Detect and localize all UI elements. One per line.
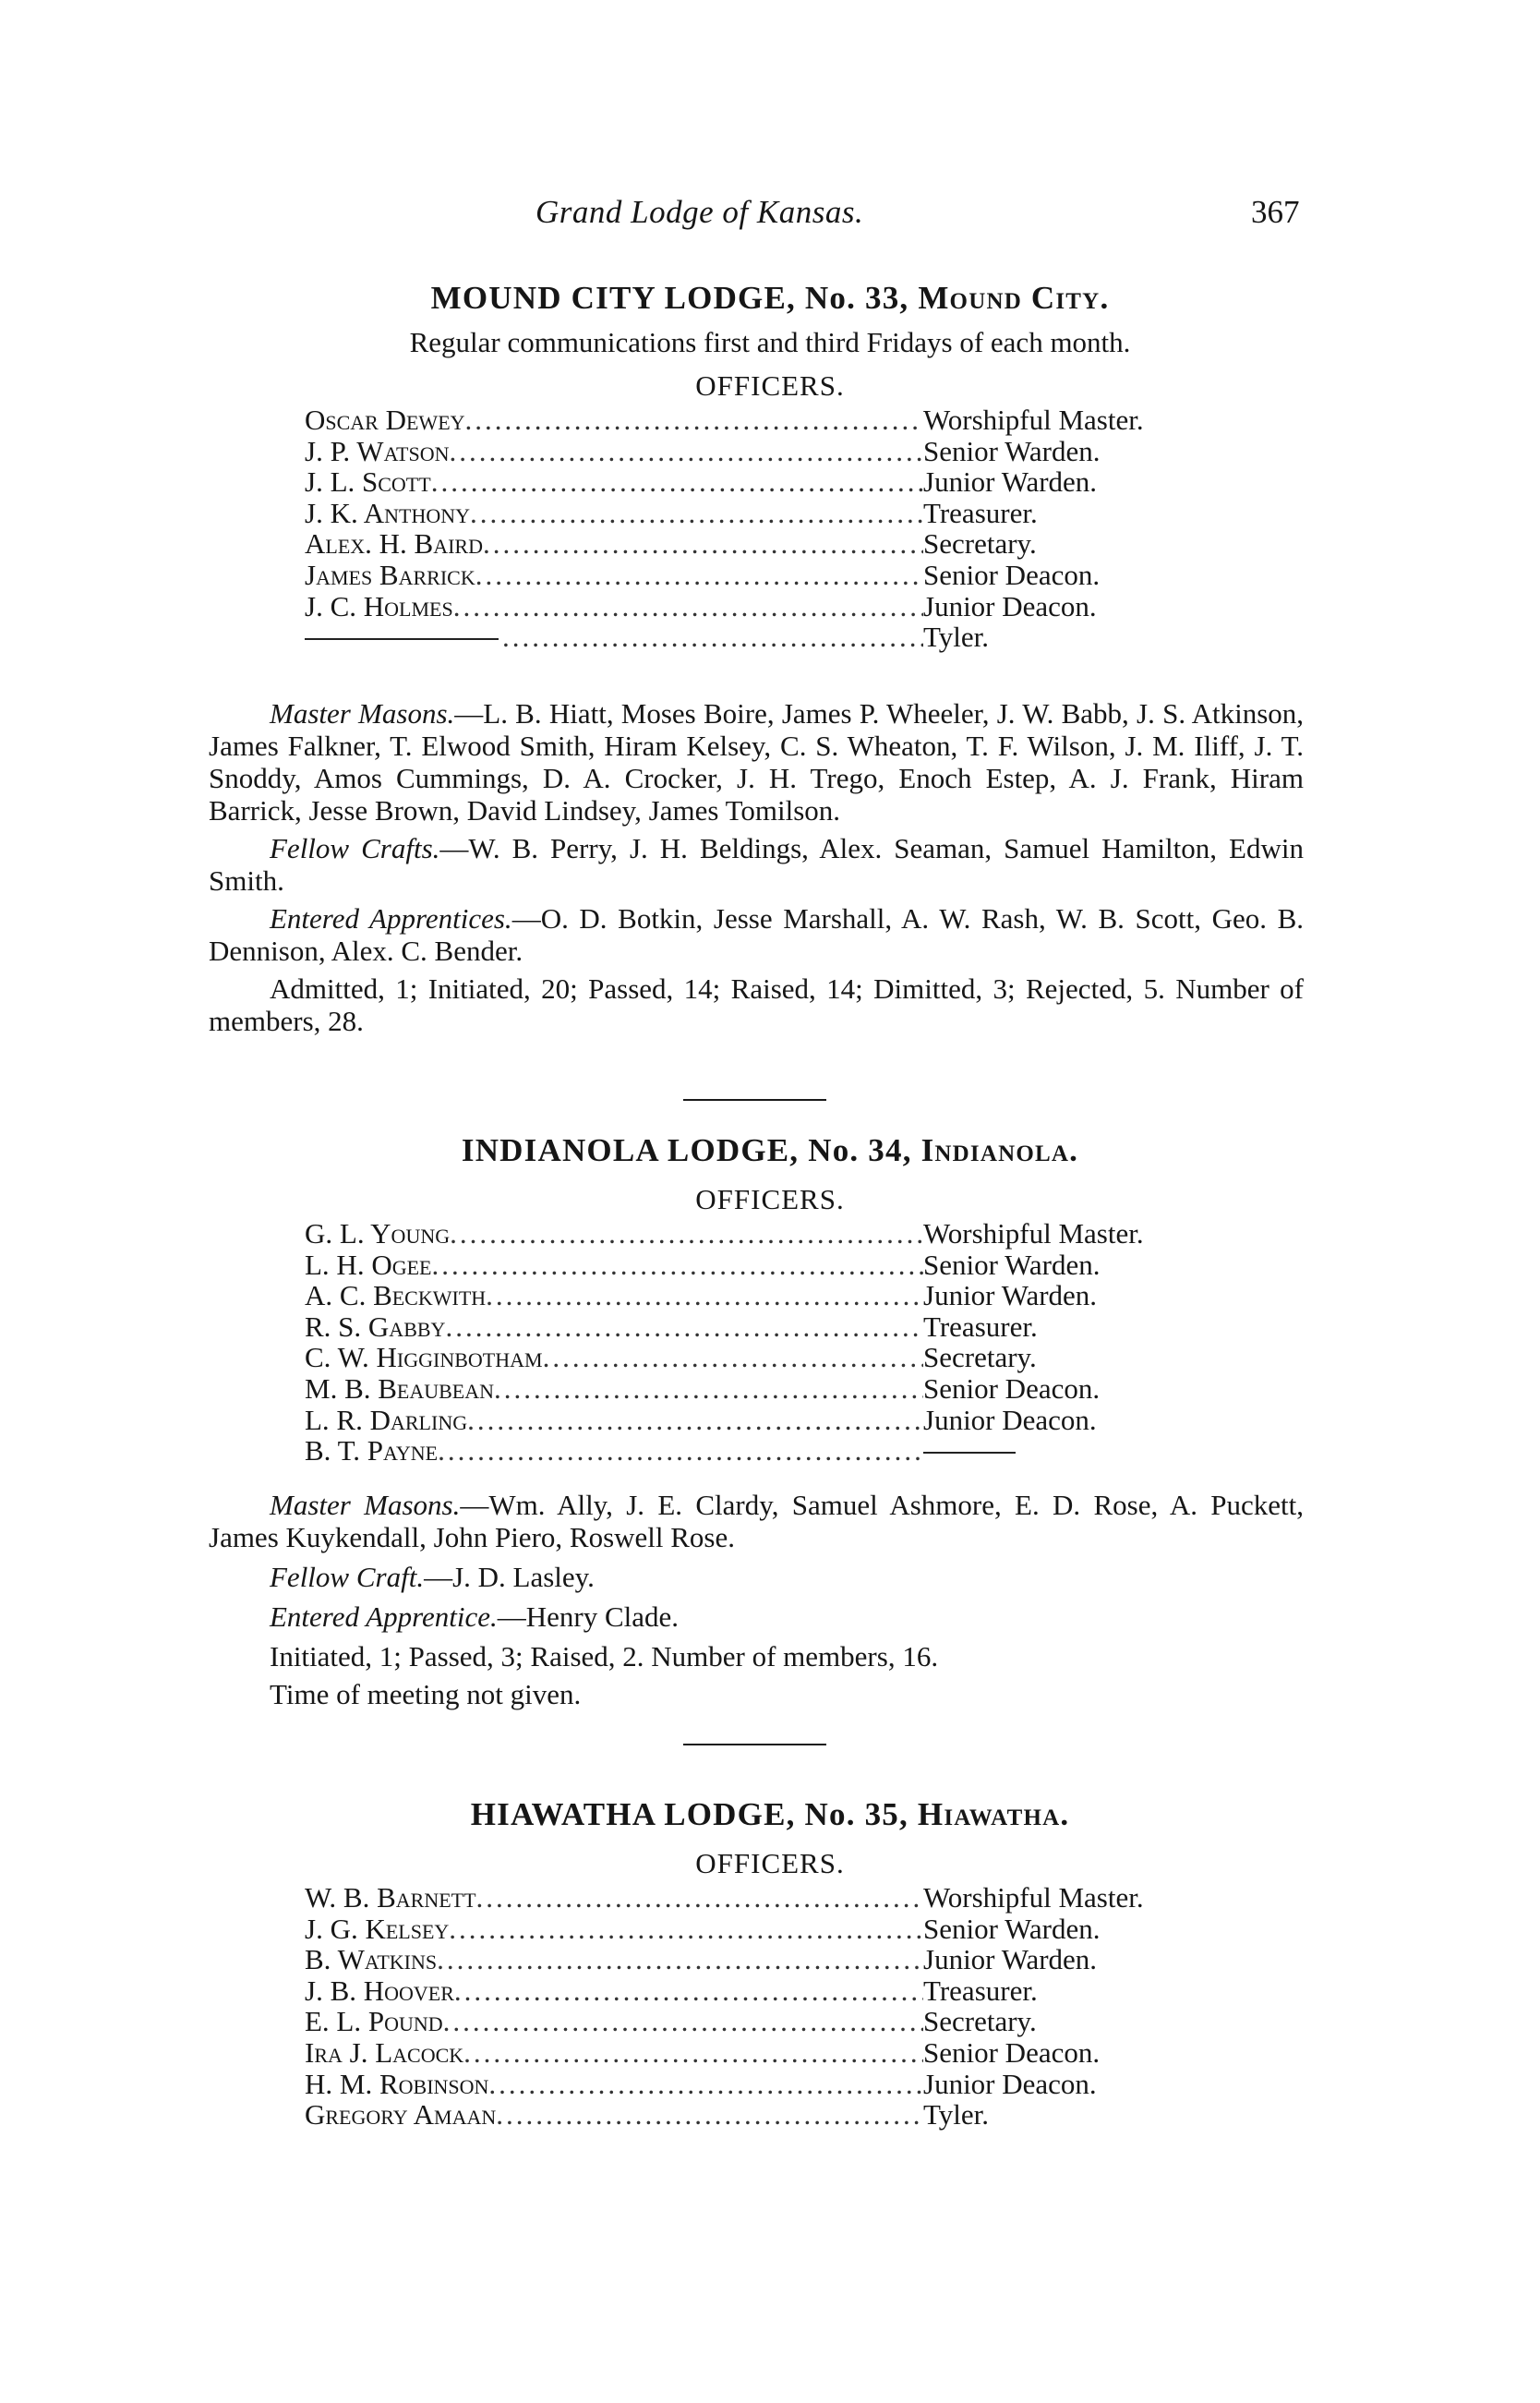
officer-name: J. B. Hoover	[305, 1974, 454, 2007]
master-masons-label: Master Masons.	[270, 1489, 461, 1521]
officer-row	[305, 1975, 1540, 2007]
officer-row	[305, 2006, 1540, 2037]
fellow-crafts-list: —W. B. Perry, J. H. Beldings, Alex. Seaman, Samuel Hamilton, Edwin Smith.	[209, 832, 1304, 897]
fellow-crafts-label: Fellow Crafts.	[270, 832, 440, 864]
dot-leader	[465, 405, 923, 436]
officer-list	[305, 405, 1540, 653]
officer-office: Treasurer.	[923, 496, 1038, 529]
officer-office: Senior Deacon.	[923, 2035, 1101, 2069]
officer-office: Secretary.	[923, 2005, 1037, 2038]
lodge-title-place: Hiawatha.	[917, 1796, 1070, 1832]
dot-leader	[450, 1218, 923, 1250]
officers-heading: OFFICERS.	[695, 1183, 845, 1215]
dot-leader	[437, 1944, 923, 1975]
officer-name: L. H. Ogee	[305, 1249, 432, 1281]
mound-city-lodge-section	[0, 277, 1540, 653]
officer-row	[305, 1250, 1540, 1281]
lodge-title-main: HIAWATHA LODGE, No. 35,	[470, 1796, 908, 1832]
officer-name: Oscar Dewey	[305, 405, 465, 436]
officer-row	[305, 1914, 1540, 1945]
officer-name: L. R. Darling	[305, 1404, 468, 1436]
officer-list	[305, 1218, 1540, 1467]
dot-leader	[454, 1975, 923, 2007]
entered-apprentices-paragraph	[209, 902, 1304, 967]
lodge-title	[0, 1793, 1540, 1836]
hiawatha-lodge-section	[0, 1793, 1540, 2131]
master-masons-list: —L. B. Hiatt, Moses Boire, James P. Wheeler, J. W. Babb, J. S. Atkinson, James Falkner, T. Elwood Smith, Hiram Kelsey, C. S. Wheaton, T. F. Wilson, J. M. Iliff, J. T. Snoddy, Amos Cummings, D. A. Crocker, J. H. Trego, Enoch Estep, A. J. Frank, Hiram Barrick, Jesse Brown, David Lindsey, James Tomilson.	[209, 697, 1305, 827]
officer-office: Treasurer.	[923, 1310, 1038, 1343]
master-masons-paragraph	[209, 697, 1304, 827]
officer-name: R. S. Gabby	[305, 1310, 446, 1343]
summary-paragraph: Initiated, 1; Passed, 3; Raised, 2. Number of members, 16.	[270, 1640, 939, 1672]
officer-office: Treasurer.	[923, 1974, 1038, 2007]
dot-leader	[431, 1250, 923, 1281]
officer-row	[305, 1405, 1540, 1436]
dot-leader	[463, 2037, 923, 2069]
officer-name: Ira J. Lacock	[305, 2036, 464, 2069]
officer-name: M. B. Beaubean	[305, 1372, 495, 1405]
officer-row	[305, 1280, 1540, 1311]
officer-name: J. P. Watson	[305, 435, 450, 467]
officer-office: Junior Warden.	[923, 1279, 1098, 1312]
dot-leader	[475, 560, 923, 591]
dot-leader	[443, 2006, 923, 2037]
running-head: Grand Lodge of Kansas.	[535, 194, 864, 230]
blank-name-line	[305, 622, 499, 640]
officer-row	[305, 2099, 1540, 2131]
officer-name: H. M. Robinson	[305, 2068, 489, 2100]
officer-name: C. W. Higginbotham	[305, 1342, 543, 1373]
officer-name: James Barrick	[305, 559, 475, 591]
officer-name: J. C. Holmes	[305, 590, 453, 622]
officer-office: Worshipful Master.	[923, 1881, 1144, 1914]
officer-office: Tyler.	[923, 621, 990, 654]
dot-leader	[445, 1311, 923, 1343]
officer-name: J. L. Scott	[305, 466, 431, 498]
dot-leader	[467, 1405, 923, 1436]
officer-office: Junior Warden.	[923, 1943, 1098, 1976]
dot-leader	[449, 436, 923, 467]
entered-apprentice-label: Entered Apprentice.	[270, 1600, 498, 1633]
entered-apprentice-list: —Henry Clade.	[497, 1600, 680, 1633]
officer-row	[305, 1944, 1540, 1975]
fellow-craft-list: —J. D. Lasley.	[424, 1561, 595, 1593]
officer-name: A. C. Beckwith	[305, 1280, 487, 1311]
dot-leader	[488, 2069, 923, 2100]
officer-office: Senior Deacon.	[923, 558, 1101, 591]
fellow-craft-paragraph	[209, 1561, 1304, 1593]
officer-row	[305, 436, 1540, 467]
dot-leader	[449, 1914, 923, 1945]
officer-row	[305, 1342, 1540, 1373]
dot-leader	[453, 591, 923, 622]
lodge-title-main: MOUND CITY LODGE, No. 33,	[430, 280, 909, 316]
mound-city-members	[209, 697, 1304, 1037]
indianola-lodge-section	[0, 1129, 1540, 1467]
officers-heading: OFFICERS.	[695, 1847, 845, 1879]
officer-name: E. L. Pound	[305, 2006, 443, 2037]
section-divider	[683, 1099, 826, 1101]
dot-leader	[476, 1882, 923, 1914]
lodge-title	[0, 1129, 1540, 1172]
lodge-title-main: INDIANOLA LODGE, No. 34,	[461, 1132, 912, 1168]
summary-paragraph: Admitted, 1; Initiated, 20; Passed, 14; Raised, 14; Dimitted, 3; Rejected, 5. Number of members, 28.	[209, 972, 1304, 1037]
officer-row	[305, 498, 1540, 529]
officer-office: Senior Warden.	[923, 434, 1101, 467]
blank-office-line	[923, 1435, 1016, 1454]
entered-apprentices-list: —O. D. Botkin, Jesse Marshall, A. W. Rash, W. B. Scott, Geo. B. Dennison, Alex. C. Bender.	[209, 902, 1304, 967]
officer-row	[305, 1218, 1540, 1250]
officer-name: W. B. Barnett	[305, 1882, 476, 1914]
officer-row	[305, 560, 1540, 591]
officer-row	[305, 2037, 1540, 2069]
officer-row	[305, 1311, 1540, 1343]
officer-row	[305, 405, 1540, 436]
fellow-craft-label: Fellow Craft.	[270, 1561, 425, 1593]
dot-leader	[502, 622, 923, 653]
officer-office: Senior Warden.	[923, 1248, 1101, 1281]
dot-leader	[494, 1373, 923, 1405]
officer-row	[305, 528, 1540, 560]
officers-heading: OFFICERS.	[695, 369, 845, 402]
officer-office: Tyler.	[923, 2098, 990, 2131]
officer-office: Worshipful Master.	[923, 404, 1144, 436]
indianola-members	[209, 1489, 1304, 1710]
lodge-title-place: Mound City.	[918, 280, 1110, 316]
officer-name: B. T. Payne	[305, 1435, 439, 1467]
lodge-title	[0, 277, 1540, 320]
page-number: 367	[1251, 194, 1300, 230]
lodge-title-place: Indianola.	[920, 1132, 1079, 1168]
officer-name: J. K. Anthony	[305, 497, 471, 529]
dot-leader	[483, 528, 923, 560]
dot-leader	[470, 498, 923, 529]
officer-office: Senior Deacon.	[923, 1371, 1101, 1405]
officer-name: Alex. H. Baird	[305, 528, 483, 560]
officer-row	[305, 1435, 1540, 1467]
officer-office: Secretary.	[923, 1341, 1037, 1374]
officer-office: Junior Warden.	[923, 465, 1098, 499]
officer-office: Worshipful Master.	[923, 1217, 1144, 1250]
officer-name: Gregory Amaan	[305, 2099, 497, 2131]
officer-name: G. L. Young	[305, 1218, 451, 1250]
officer-office: Junior Deacon.	[923, 2067, 1097, 2100]
dot-leader	[431, 466, 923, 498]
fellow-crafts-paragraph	[209, 832, 1304, 897]
officer-name: J. G. Kelsey	[305, 1913, 450, 1945]
dot-leader	[438, 1435, 923, 1467]
master-masons-list: —Wm. Ally, J. E. Clardy, Samuel Ashmore, E. D. Rose, A. Puckett, James Kuykendall, John Piero, Roswell Rose.	[209, 1489, 1304, 1553]
officer-row	[305, 591, 1540, 622]
dot-leader	[486, 1280, 923, 1311]
officer-office: Secretary.	[923, 527, 1037, 561]
entered-apprentice-paragraph	[209, 1600, 1304, 1633]
officer-list	[305, 1882, 1540, 2131]
master-masons-label: Master Masons.	[270, 697, 455, 730]
officer-office: Junior Deacon.	[923, 589, 1097, 622]
officer-name: B. Watkins	[305, 1944, 438, 1975]
officer-office: Junior Deacon.	[923, 1403, 1097, 1436]
dot-leader	[496, 2099, 923, 2131]
meeting-note: Time of meeting not given.	[270, 1678, 582, 1710]
officer-office: Senior Warden.	[923, 1912, 1101, 1945]
officer-row	[305, 1882, 1540, 1914]
officer-row	[305, 1373, 1540, 1405]
section-divider	[683, 1744, 826, 1745]
master-masons-paragraph	[209, 1489, 1304, 1553]
officer-row	[305, 466, 1540, 498]
dot-leader	[543, 1342, 923, 1373]
officer-row	[305, 622, 1540, 653]
officer-row	[305, 2069, 1540, 2100]
entered-apprentices-label: Entered Apprentices.	[270, 902, 512, 935]
communications-note: Regular communications first and third Fridays of each month.	[409, 326, 1131, 358]
